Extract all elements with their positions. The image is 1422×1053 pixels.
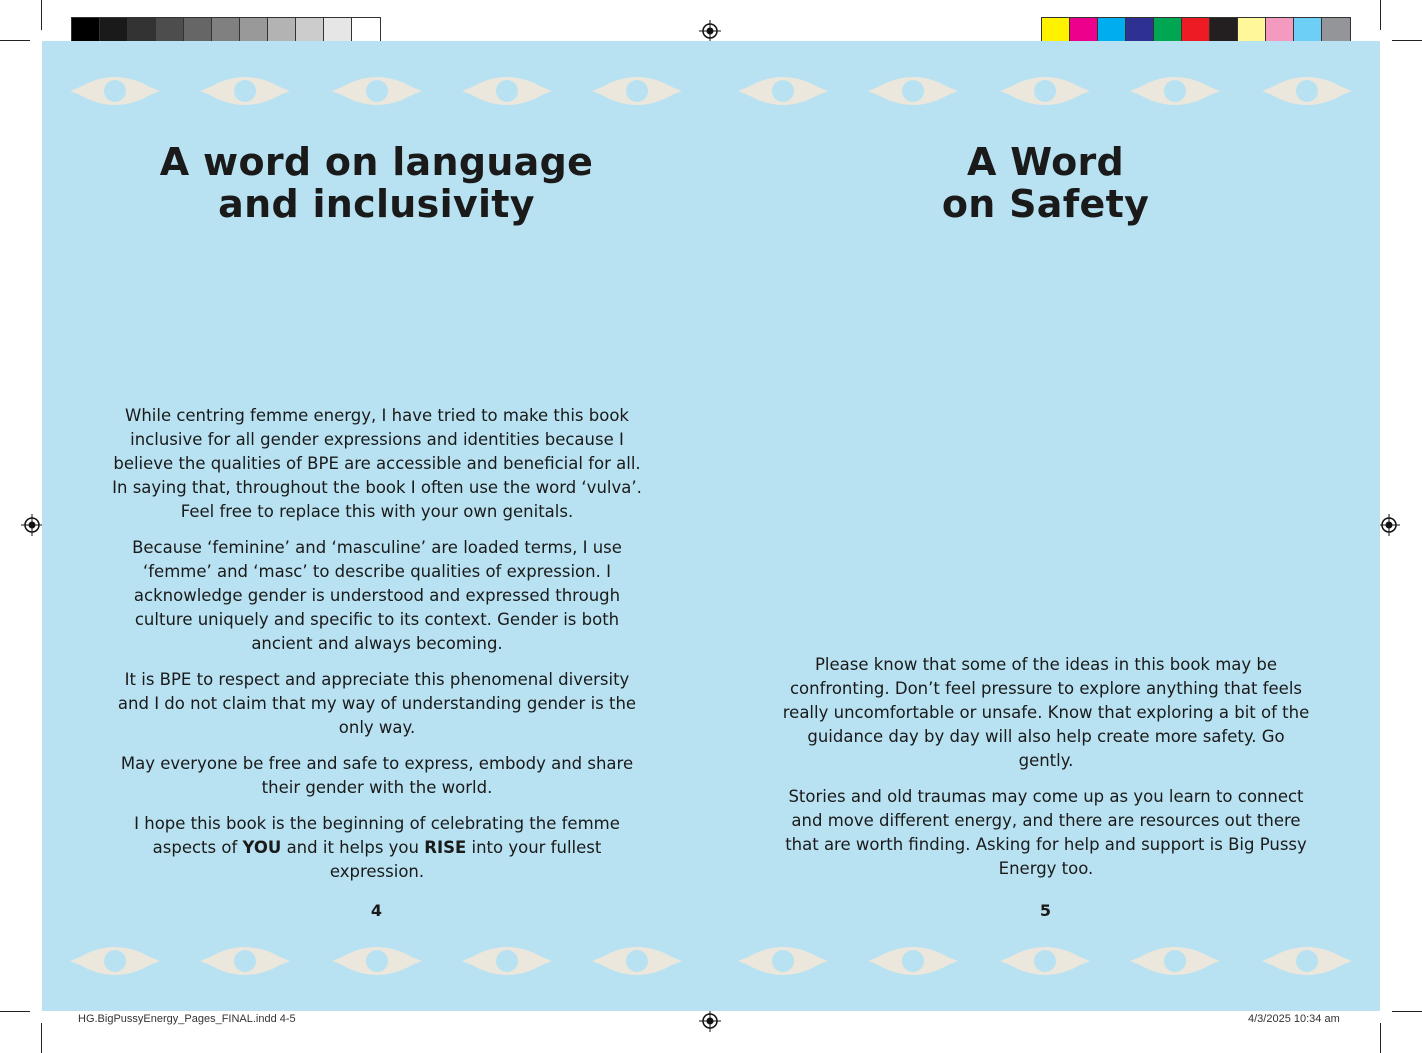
left-page-title: A word on language and inclusivity: [159, 140, 594, 226]
right-page-body: [781, 653, 1311, 893]
slug-timestamp: 4/3/2025 10:34 am: [1248, 1013, 1340, 1025]
paragraph: Because ‘feminine’ and ‘masculine’ are loaded terms, I use ‘femme’ and ‘masc’ to describe qualities of expression. I acknowledge gender is understood and expressed through culture uniquely and specific to its context. Gender is both ancient and always becoming.: [132, 538, 622, 653]
crop-mark: [41, 0, 42, 30]
registration-mark-icon: [1378, 514, 1400, 536]
crop-mark: [1392, 40, 1422, 41]
crop-mark: [1392, 1011, 1422, 1012]
book-spread: [42, 41, 1380, 1011]
crop-mark: [1380, 1023, 1381, 1053]
crop-mark: [1380, 0, 1381, 30]
registration-mark-icon: [21, 514, 43, 536]
registration-mark-icon: [699, 20, 721, 42]
right-page-title: A Word on Safety: [941, 140, 1150, 226]
paragraph: Please know that some of the ideas in this book may be confronting. Don’t feel pressure to explore anything that feels really uncomfortable or unsafe. Know that exploring a bit of the guidance day by day will also help create more safety. Go gently.: [782, 655, 1310, 770]
paragraph: Stories and old traumas may come up as you learn to connect and move different energy, and there are resources out there that are worth finding. Asking for help and support is Big Pussy Energy too.: [785, 787, 1307, 878]
paragraph: May everyone be free and safe to express, embody and share their gender with the world.: [120, 754, 634, 797]
page-number: 4: [370, 901, 383, 920]
paragraph: It is BPE to respect and appreciate this phenomenal diversity and I do not claim that my way of understanding gender is the only way.: [117, 670, 637, 737]
paragraph: While centring femme energy, I have tried to make this book inclusive for all gender expressions and identities because I believe the qualities of BPE are accessible and beneficial for all. In saying that, throughout the book I often use the word ‘vulva’. Feel free to replace this with your own genitals.: [112, 406, 642, 521]
closing-paragraph: I hope this book is the beginning of celebrating the femme aspects of YOU and it helps you RISE into your fullest expression.: [134, 814, 620, 881]
crop-mark: [0, 1011, 30, 1012]
right-page: [711, 41, 1380, 1011]
crop-mark: [41, 1023, 42, 1053]
left-page: [42, 41, 711, 1011]
left-page-body: [112, 404, 642, 896]
page-number: 5: [1039, 901, 1052, 920]
registration-mark-icon: [699, 1010, 721, 1032]
crop-mark: [0, 40, 30, 41]
slug-filename: HG.BigPussyEnergy_Pages_FINAL.indd 4-5: [78, 1013, 296, 1025]
